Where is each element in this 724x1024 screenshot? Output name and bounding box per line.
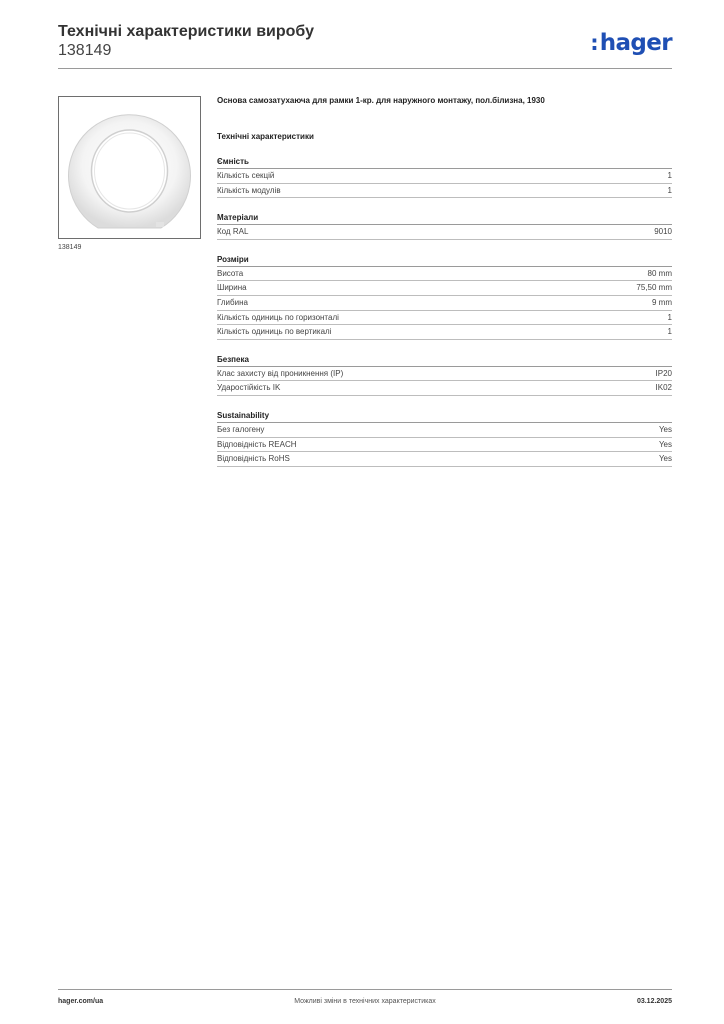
footer-date: 03.12.2025 — [636, 998, 672, 1005]
group-title: Матеріали — [217, 212, 672, 225]
spec-label: Ширина — [217, 283, 247, 293]
footer-divider — [58, 989, 672, 990]
spec-label: Кількість одиниць по горизонталі — [217, 312, 339, 322]
spec-group-safety — [217, 354, 672, 396]
product-image — [58, 96, 201, 239]
group-title: Ємність — [217, 156, 672, 169]
spec-row — [217, 452, 672, 467]
spec-label: Код RAL — [217, 227, 249, 237]
spec-value: 80 mm — [647, 268, 672, 278]
frame-base-illustration — [59, 97, 200, 238]
spec-group-dimensions — [217, 254, 672, 340]
footer-website-link[interactable]: hager.com/ua — [58, 998, 104, 1005]
spec-label: Кількість модулів — [217, 185, 281, 195]
page-footer — [58, 998, 672, 1010]
hager-logo: :hager — [590, 30, 672, 56]
spec-value: 1 — [667, 185, 672, 195]
spec-heading: Технічні характеристики — [217, 132, 314, 141]
page-header — [58, 22, 672, 68]
spec-label: Висота — [217, 268, 244, 278]
spec-content — [217, 95, 672, 467]
group-title: Безпека — [217, 354, 672, 367]
spec-group-capacity — [217, 156, 672, 198]
spec-row — [217, 296, 672, 311]
spec-group-sustainability — [217, 410, 672, 467]
product-description: Основа самозатухаюча для рамки 1-кр. для наружного монтажу, пол.білизна, 1930 — [217, 96, 545, 105]
spec-value: Yes — [658, 424, 672, 434]
header-divider — [58, 68, 672, 69]
image-caption: 138149 — [58, 244, 82, 251]
spec-value: 1 — [667, 171, 672, 180]
spec-label: Глибина — [217, 297, 248, 307]
spec-label: Клас захисту від проникнення (IP) — [217, 368, 344, 378]
spec-value: 9010 — [654, 227, 672, 237]
spec-label: Кількість одиниць по вертикалі — [217, 327, 332, 337]
spec-row — [217, 169, 672, 184]
spec-row — [217, 381, 672, 396]
spec-value: Yes — [658, 439, 672, 449]
spec-row — [217, 367, 672, 382]
spec-value: Yes — [658, 454, 672, 464]
page-title: Технічні характеристики виробу — [58, 23, 314, 40]
spec-row — [217, 267, 672, 282]
product-number: 138149 — [58, 42, 112, 59]
spec-value: 1 — [667, 312, 672, 322]
spec-value: IK02 — [655, 383, 672, 393]
group-title: Sustainability — [217, 410, 672, 423]
spec-label: Ударостійкість IK — [217, 383, 281, 393]
spec-value: 1 — [667, 327, 672, 337]
spec-row — [217, 438, 672, 453]
group-title: Розміри — [217, 254, 672, 267]
spec-row — [217, 311, 672, 326]
spec-row — [217, 184, 672, 199]
spec-row — [217, 423, 672, 438]
logo-text: hager — [599, 30, 672, 56]
spec-value: 9 mm — [652, 297, 672, 307]
spec-row — [217, 281, 672, 296]
spec-row — [217, 325, 672, 340]
spec-label: Відповідність REACH — [217, 439, 297, 449]
spec-value: 75,50 mm — [636, 283, 672, 293]
spec-label: Без галогену — [217, 424, 265, 434]
footer-note: Можливі зміни в технічних характеристиках — [294, 998, 436, 1005]
spec-label: Відповідність RoHS — [217, 454, 290, 464]
spec-label: Кількість секцій — [217, 171, 275, 180]
spec-group-materials — [217, 212, 672, 240]
spec-value: IP20 — [655, 368, 672, 378]
spec-row — [217, 225, 672, 240]
